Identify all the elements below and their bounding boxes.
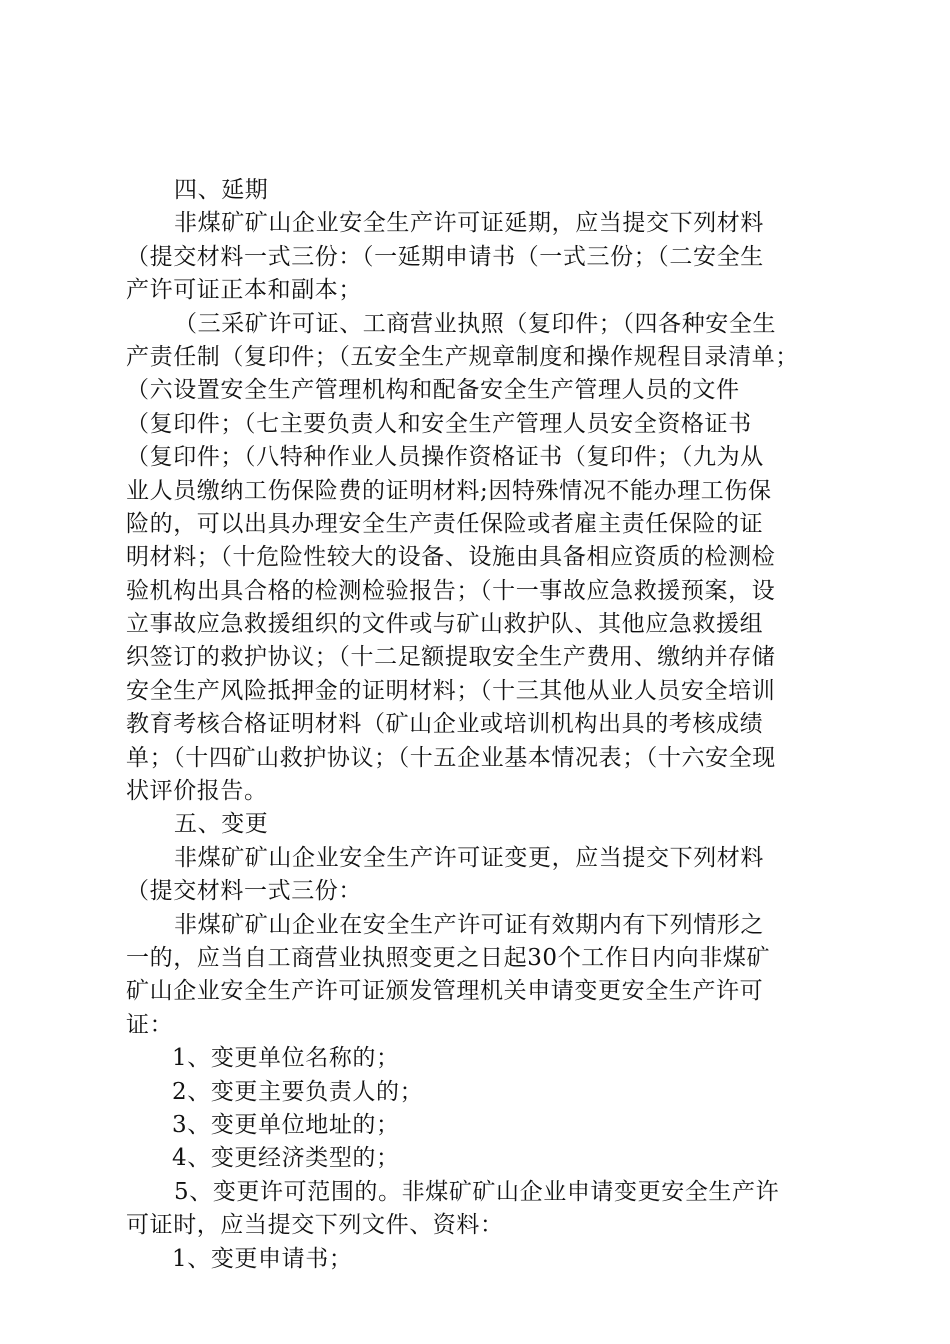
list-item: 1、变更单位名称的； xyxy=(172,1045,400,1072)
list-item: 3、变更单位地址的； xyxy=(172,1111,400,1138)
list-item: 1、变更申请书； xyxy=(172,1245,353,1272)
paragraph-change-conditions xyxy=(126,909,836,1043)
section-heading-extension: 四、延期 xyxy=(174,177,269,203)
text-line: 产许可证正本和副本； xyxy=(126,277,362,304)
section-heading-change: 五、变更 xyxy=(174,811,269,838)
text-line: 证： xyxy=(126,1011,174,1038)
text-line: 5、变更许可范围的。非煤矿矿山企业申请变更安全生产许 xyxy=(174,1178,780,1205)
text-line: 安全生产风险抵押金的证明材料；（十三其他从业人员安全培训 xyxy=(126,677,776,704)
text-line: 业人员缴纳工伤保险费的证明材料;因特殊情况不能办理工伤保 xyxy=(126,477,772,504)
list-item: 2、变更主要负责人的； xyxy=(172,1078,424,1105)
text-line: 明材料；（十危险性较大的设备、设施由具备相应资质的检测检 xyxy=(126,544,776,571)
text-line: 验机构出具合格的检测检验报告；（十一事故应急救援预案，设 xyxy=(126,577,776,604)
text-line: 一的，应当自工商营业执照变更之日起30个工作日内向非煤矿 xyxy=(126,944,771,971)
paragraph-change-scope xyxy=(126,1176,836,1243)
list-item: 4、变更经济类型的； xyxy=(172,1145,400,1172)
text-line: 险的，可以出具办理安全生产责任保险或者雇主责任保险的证 xyxy=(126,510,764,537)
text-line: 非煤矿矿山企业在安全生产许可证有效期内有下列情形之 xyxy=(174,911,764,938)
text-line: 状评价报告。 xyxy=(126,778,268,805)
text-line: （三采矿许可证、工商营业执照（复印件；（四各种安全生 xyxy=(174,310,777,337)
paragraph-extension-materials xyxy=(126,308,836,809)
text-line: 单；（十四矿山救护协议；（十五企业基本情况表；（十六安全现 xyxy=(126,744,776,771)
text-line: （六设置安全生产管理机构和配备安全生产管理人员的文件 xyxy=(126,377,740,404)
text-line: 非煤矿矿山企业安全生产许可证变更，应当提交下列材料 xyxy=(174,844,764,871)
paragraph-change-intro xyxy=(126,842,836,909)
text-line: （复印件；（七主要负责人和安全生产管理人员安全资格证书 xyxy=(126,410,752,437)
text-line: 立事故应急救援组织的文件或与矿山救护队、其他应急救援组 xyxy=(126,611,764,638)
text-line: （复印件；（八特种作业人员操作资格证书（复印件；（九为从 xyxy=(126,444,764,471)
text-line: 可证时，应当提交下列文件、资料： xyxy=(126,1212,504,1239)
text-line: 非煤矿矿山企业安全生产许可证延期，应当提交下列材料 xyxy=(174,210,764,237)
text-line: （提交材料一式三份： xyxy=(126,878,362,905)
text-line: （提交材料一式三份：（一延期申请书（一式三份；（二安全生 xyxy=(126,243,764,270)
text-line: 产责任制（复印件；（五安全生产规章制度和操作规程目录清单； xyxy=(126,343,799,370)
document-body xyxy=(126,174,836,1276)
paragraph-extension-intro xyxy=(126,207,836,307)
text-line: 矿山企业安全生产许可证颁发管理机关申请变更安全生产许可 xyxy=(126,978,764,1005)
text-line: 织签订的救护协议；（十二足额提取安全生产费用、缴纳并存储 xyxy=(126,644,776,671)
text-line: 教育考核合格证明材料（矿山企业或培训机构出具的考核成绩 xyxy=(126,711,764,738)
